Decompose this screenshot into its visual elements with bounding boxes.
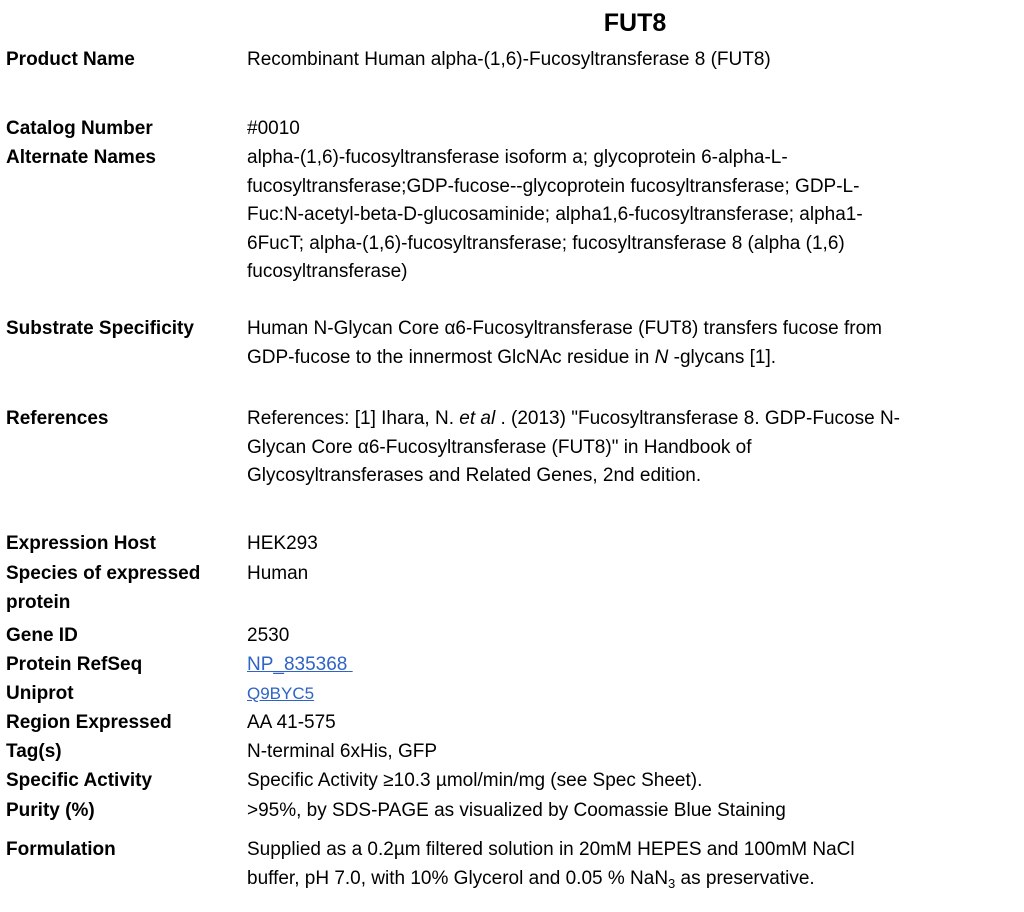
- formulation-line-1: Supplied as a 0.2µm filtered solution in 20mM HEPES and 100mM NaCl: [247, 839, 855, 860]
- references-label: References: [6, 408, 109, 429]
- substrate-specificity-label: Substrate Specificity: [6, 318, 194, 339]
- gene-id-label: Gene ID: [6, 625, 78, 646]
- references-line-1: [247, 405, 1017, 434]
- product-name-value: Recombinant Human alpha-(1,6)-Fucosyltransferase 8 (FUT8): [247, 49, 771, 70]
- references-line-1-pre: References: [1] Ihara, N.: [247, 408, 460, 429]
- references-value: [247, 405, 1017, 491]
- gene-id-value: 2530: [247, 625, 290, 646]
- formulation-line-2-pre: buffer, pH 7.0, with 10% Glycerol and 0.05 % NaN: [247, 867, 669, 889]
- region-expressed-value: AA 41-575: [247, 712, 336, 733]
- uniprot-link[interactable]: Q9BYC5: [247, 684, 315, 703]
- formulation-label: Formulation: [6, 839, 116, 860]
- references-line-2: Glycan Core α6-Fucosyltransferase (FUT8)" in Handbook of: [247, 436, 752, 458]
- references-line-3: Glycosyltransferases and Related Genes, 2nd edition.: [247, 465, 702, 486]
- alternate-names-line: 6FucT; alpha-(1,6)-fucosyltransferase; fucosyltransferase 8 (alpha (1,6): [247, 232, 845, 254]
- expression-host-label: Expression Host: [6, 533, 156, 554]
- species-value: Human: [247, 563, 309, 584]
- substrate-line-2-post: -glycans [1].: [668, 346, 777, 368]
- uniprot-label: Uniprot: [6, 683, 74, 704]
- substrate-specificity-value: [247, 315, 1017, 372]
- region-expressed-label: Region Expressed: [6, 712, 172, 733]
- references-line-1-post: . (2013) "Fucosyltransferase 8. GDP-Fucose N-: [495, 408, 901, 429]
- alternate-names-label: Alternate Names: [6, 147, 156, 168]
- purity-label: Purity (%): [6, 800, 95, 821]
- alternate-names-value: [247, 144, 1017, 287]
- expression-host-value: HEK293: [247, 533, 318, 554]
- protein-refseq-link[interactable]: NP_835368: [247, 654, 353, 675]
- uniprot-value: [247, 680, 1017, 709]
- purity-value: >95%, by SDS-PAGE as visualized by Coomassie Blue Staining: [247, 800, 786, 821]
- tags-label: Tag(s): [6, 741, 62, 762]
- formulation-value: [247, 836, 1017, 893]
- substrate-line-1: Human N-Glycan Core α6-Fucosyltransferase (FUT8) transfers fucose from: [247, 318, 882, 339]
- catalog-number-value: #0010: [247, 118, 300, 139]
- species-label-line-1: Species of expressed: [6, 563, 201, 584]
- formulation-line-2-post: as preservative.: [675, 867, 815, 889]
- formulation-line-2-sub: 3: [668, 875, 676, 891]
- specific-activity-label: Specific Activity: [6, 770, 153, 791]
- alternate-names-line: fucosyltransferase;GDP-fucose--glycoprotein fucosyltransferase; GDP-L-: [247, 175, 860, 197]
- alternate-names-line: alpha-(1,6)-fucosyltransferase isoform a; glycoprotein 6-alpha-L-: [247, 147, 788, 168]
- substrate-line-2: [247, 344, 1017, 373]
- product-name-label: Product Name: [6, 49, 135, 70]
- specific-activity-value: Specific Activity ≥10.3 µmol/min/mg (see Spec Sheet).: [247, 770, 703, 791]
- substrate-line-2-pre: GDP-fucose to the innermost GlcNAc residue in: [247, 346, 655, 368]
- catalog-number-label: Catalog Number: [6, 118, 153, 139]
- formulation-line-2: [247, 865, 1017, 894]
- species-label: [6, 560, 236, 617]
- protein-refseq-value: [247, 651, 1017, 680]
- alternate-names-line: Fuc:N-acetyl-beta-D-glucosaminide; alpha1,6-fucosyltransferase; alpha1-: [247, 204, 863, 225]
- species-label-line-2: protein: [6, 591, 71, 613]
- substrate-line-2-italic: N: [654, 346, 669, 368]
- protein-refseq-label: Protein RefSeq: [6, 654, 143, 675]
- page-title: FUT8: [603, 9, 667, 37]
- alternate-names-line: fucosyltransferase): [247, 261, 408, 282]
- tags-value: N-terminal 6xHis, GFP: [247, 741, 438, 762]
- references-line-1-italic: et al: [459, 408, 496, 429]
